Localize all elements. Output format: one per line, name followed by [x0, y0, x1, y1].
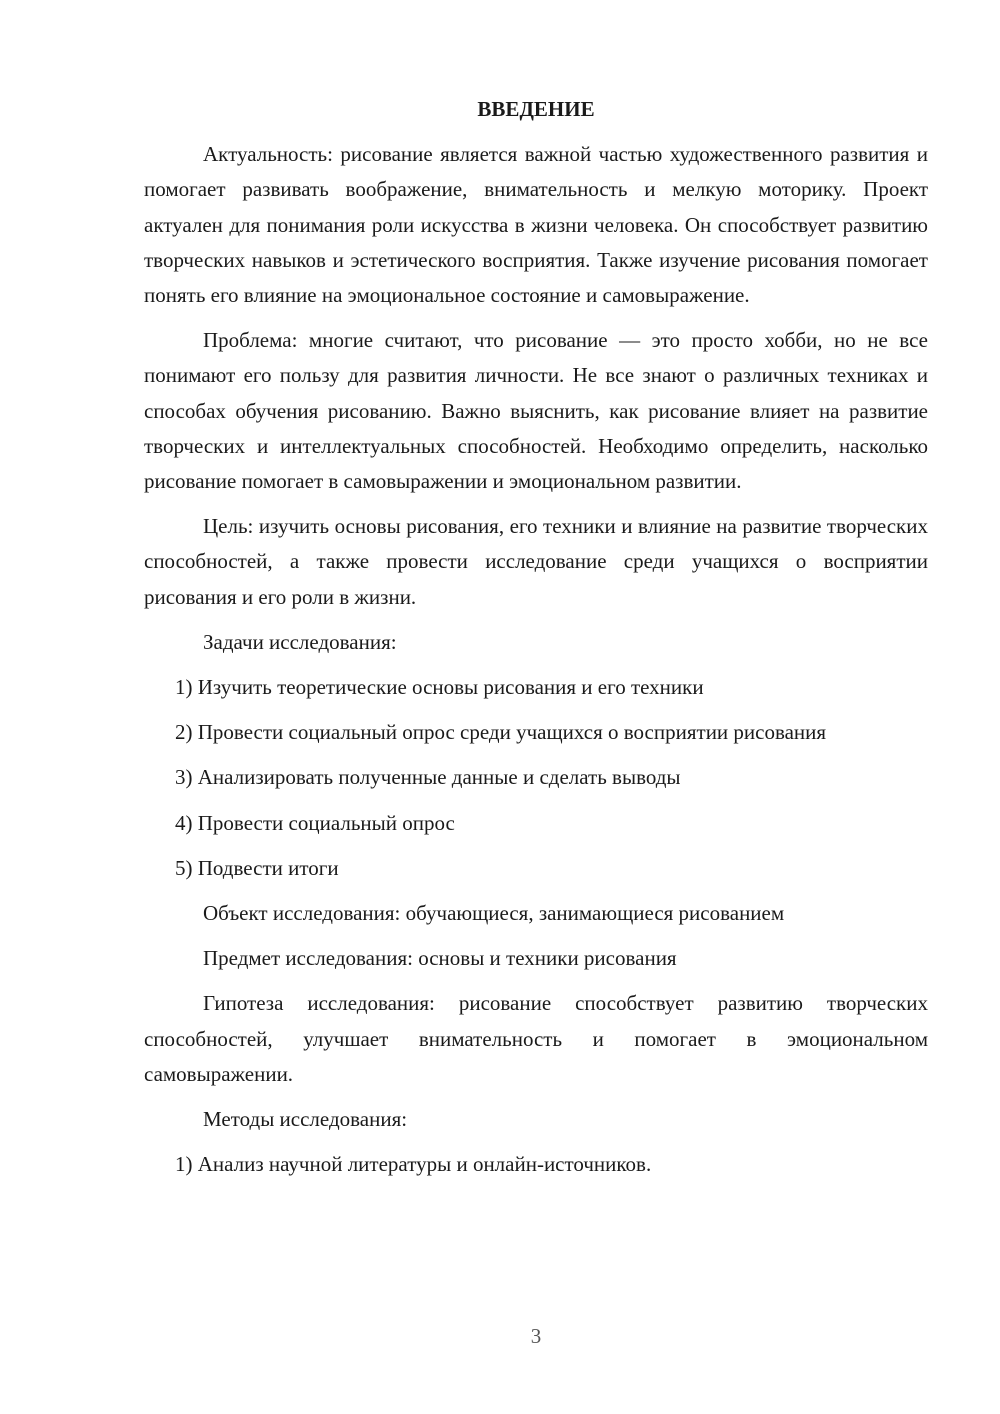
task-item: 5) Подвести итоги	[175, 855, 339, 880]
task-item: 3) Анализировать полученные данные и сделать выводы	[175, 765, 681, 790]
problem-paragraph: Проблема: многие считают, что рисование — это просто хобби, но не все понимают его пользу для развития личности. Не все знают о различных техниках и способах обучения рисованию. Важно выяснить, как рисование влияет на развитие творческих и интеллектуальных способностей. Необходимо определить, насколько рисование помогает в самовыражении и эмоциональном развитии.	[144, 328, 928, 494]
task-item: 1) Изучить теоретические основы рисования и его техники	[175, 675, 704, 700]
research-object: Объект исследования: обучающиеся, занимающиеся рисованием	[203, 901, 785, 926]
page-number: 3	[530, 1324, 542, 1348]
task-item: 2) Провести социальный опрос среди учащихся о восприятии рисования	[175, 720, 827, 745]
task-item: 4) Провести социальный опрос	[175, 810, 455, 835]
relevance-paragraph: Актуальность: рисование является важной частью художественного развития и помогает развивать воображение, внимательность и мелкую моторику. Проект актуален для понимания роли искусства в жизни человека. Он способствует развитию творческих навыков и эстетического восприятия. Также изучение рисования помогает понять его влияние на эмоциональное состояние и самовыражение.	[144, 142, 928, 308]
research-subject: Предмет исследования: основы и техники рисования	[203, 946, 677, 971]
hypothesis-paragraph: Гипотеза исследования: рисование способствует развитию творческих способностей, улучшает внимательность и помогает в эмоциональном самовыражении.	[144, 991, 928, 1086]
tasks-heading: Задачи исследования:	[203, 629, 397, 654]
document-page	[144, 92, 928, 1192]
goal-paragraph: Цель: изучить основы рисования, его техники и влияние на развитие творческих способностей, а также провести исследование среди учащихся о восприятии рисования и его роли в жизни.	[144, 514, 928, 609]
section-title: ВВЕДЕНИЕ	[477, 97, 595, 121]
method-item: 1) Анализ научной литературы и онлайн-источников.	[175, 1152, 652, 1177]
methods-heading: Методы исследования:	[203, 1107, 408, 1132]
